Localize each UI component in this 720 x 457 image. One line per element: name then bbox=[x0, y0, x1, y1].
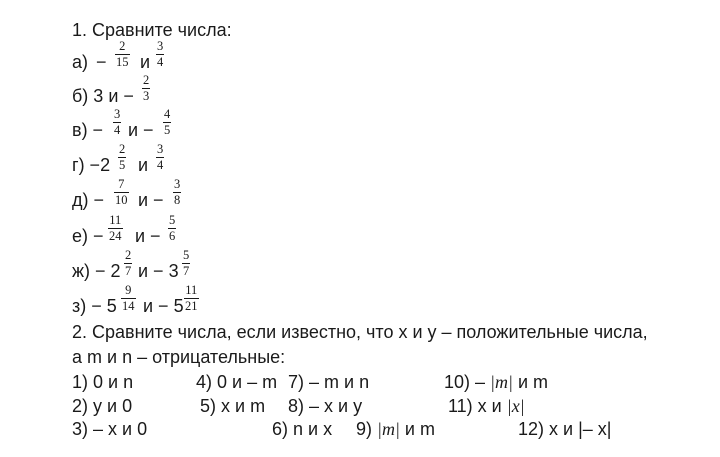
task2-item-1: 1) 0 и n bbox=[72, 372, 134, 392]
fraction-denominator: 7 bbox=[125, 264, 132, 278]
item-10-math: |m| bbox=[490, 372, 513, 392]
fraction-denominator: 14 bbox=[122, 299, 135, 313]
item-zh-mid: и − 3 bbox=[138, 261, 179, 281]
item-v-fraction-1 bbox=[113, 108, 121, 137]
item-b-label: б) 3 и − bbox=[72, 86, 134, 106]
item-e-label: е) − bbox=[72, 226, 104, 246]
item-b-fraction-1 bbox=[142, 74, 150, 103]
task2-item-6: 6) n и х bbox=[272, 419, 333, 439]
fraction-denominator: 3 bbox=[143, 89, 150, 103]
task2-item-3: 3) – х и 0 bbox=[72, 419, 148, 439]
fraction-denominator: 24 bbox=[109, 229, 122, 243]
item-d-fraction-2 bbox=[173, 178, 181, 207]
fraction-numerator: 11 bbox=[109, 213, 122, 227]
fraction-denominator: 4 bbox=[157, 55, 164, 69]
item-d-mid: и − bbox=[138, 190, 164, 210]
fraction-denominator: 5 bbox=[164, 123, 171, 137]
item-a-label: а) bbox=[72, 52, 89, 72]
fraction-numerator: 3 bbox=[157, 142, 164, 156]
task2-item-10 bbox=[444, 372, 548, 392]
task2-item-2: 2) у и 0 bbox=[72, 396, 133, 416]
fraction-denominator: 7 bbox=[183, 264, 190, 278]
fraction-denominator: 5 bbox=[119, 158, 126, 172]
item-9-suffix: и m bbox=[399, 419, 435, 439]
fraction-numerator: 2 bbox=[119, 142, 126, 156]
item-a-fraction-1 bbox=[115, 40, 130, 69]
item-v-mid: и − bbox=[128, 120, 154, 140]
item-a-fraction-2 bbox=[156, 40, 164, 69]
task2-item-5: 5) х и m bbox=[200, 396, 266, 416]
fraction-numerator: 9 bbox=[125, 283, 132, 297]
fraction-numerator: 7 bbox=[118, 177, 125, 191]
item-g-fraction-1 bbox=[118, 143, 126, 172]
fraction-numerator: 3 bbox=[157, 39, 164, 53]
item-z-fraction-2 bbox=[184, 284, 199, 313]
item-d-fraction-1 bbox=[114, 178, 129, 207]
item-z-label: з) − 5 bbox=[72, 296, 117, 316]
fraction-numerator: 3 bbox=[174, 177, 181, 191]
task2-item-4: 4) 0 и – m bbox=[196, 372, 278, 392]
fraction-numerator: 5 bbox=[183, 248, 190, 262]
item-a-and: и bbox=[140, 52, 151, 72]
item-v-fraction-2 bbox=[163, 108, 171, 137]
task2-item-8: 8) – х и у bbox=[288, 396, 363, 416]
task2-subtitle: а m и n – отрицательные: bbox=[72, 347, 286, 367]
item-11-prefix: 11) х и bbox=[448, 396, 507, 416]
task2-item-12: 12) х и |– x| bbox=[518, 419, 612, 439]
item-g-and: и bbox=[138, 155, 149, 175]
task2-item-11 bbox=[448, 396, 525, 416]
task2-item-7: 7) – m и n bbox=[288, 372, 370, 392]
item-v-label: в) − bbox=[72, 120, 104, 140]
item-zh-label: ж) − 2 bbox=[72, 261, 121, 281]
item-e-mid: и − bbox=[135, 226, 161, 246]
item-e-fraction-1 bbox=[108, 214, 123, 243]
fraction-denominator: 15 bbox=[116, 55, 129, 69]
fraction-numerator: 3 bbox=[114, 107, 121, 121]
item-g-fraction-2 bbox=[156, 143, 164, 172]
fraction-numerator: 2 bbox=[125, 248, 132, 262]
item-9-math: |m| bbox=[377, 419, 400, 439]
task1-title: 1. Сравните числа: bbox=[72, 20, 232, 40]
item-10-prefix: 10) – bbox=[444, 372, 491, 392]
task2-title: 2. Сравните числа, если известно, что х и у – положительные числа, bbox=[72, 322, 648, 342]
fraction-numerator: 2 bbox=[143, 73, 150, 87]
fraction-numerator: 4 bbox=[164, 107, 171, 121]
fraction-numerator: 2 bbox=[119, 39, 126, 53]
item-e-fraction-2 bbox=[168, 214, 176, 243]
item-zh-fraction-2 bbox=[182, 249, 190, 278]
fraction-numerator: 11 bbox=[185, 283, 198, 297]
item-z-mid: и − 5 bbox=[143, 296, 184, 316]
task2-item-9 bbox=[356, 419, 435, 439]
fraction-denominator: 4 bbox=[157, 158, 164, 172]
fraction-denominator: 21 bbox=[185, 299, 198, 313]
fraction-denominator: 6 bbox=[169, 229, 176, 243]
fraction-denominator: 8 bbox=[174, 193, 181, 207]
item-zh-fraction-1 bbox=[124, 249, 132, 278]
item-11-math: |x| bbox=[506, 396, 525, 416]
item-9-prefix: 9) bbox=[356, 419, 378, 439]
fraction-denominator: 10 bbox=[115, 193, 128, 207]
item-z-fraction-1 bbox=[121, 284, 136, 313]
item-a-minus: − bbox=[96, 52, 107, 72]
item-10-suffix: и m bbox=[512, 372, 548, 392]
fraction-denominator: 4 bbox=[114, 123, 121, 137]
item-g-label: г) −2 bbox=[72, 155, 111, 175]
fraction-numerator: 5 bbox=[169, 213, 176, 227]
item-d-label: д) − bbox=[72, 190, 105, 210]
